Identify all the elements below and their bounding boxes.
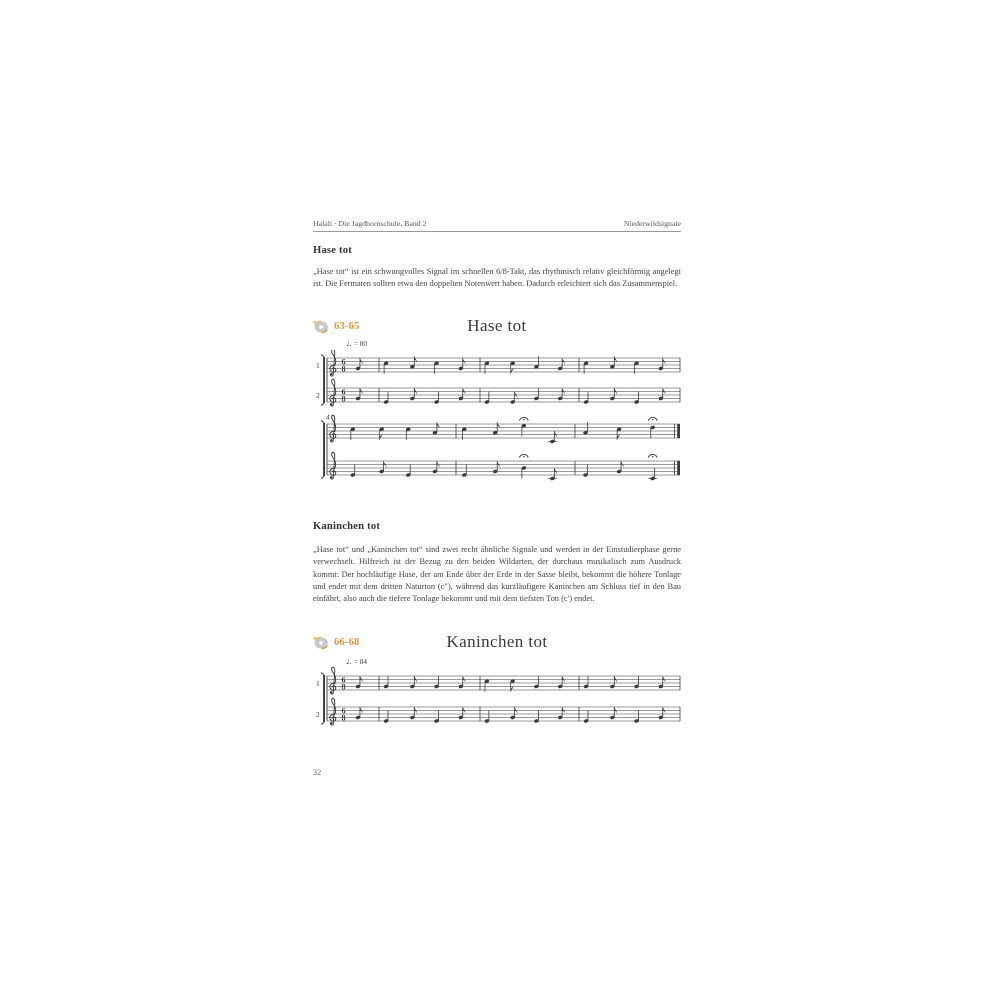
svg-text:6: 6	[341, 675, 346, 685]
score-title-kaninchen: Kaninchen tot	[446, 632, 548, 651]
svg-text:1: 1	[316, 679, 320, 689]
music-system-hase-1	[313, 350, 681, 410]
svg-text:8: 8	[341, 364, 346, 374]
section-body-kaninchen: „Hase tot“ und „Kaninchen tot“ sind zwei recht ähnliche Signale und werden in der Einstudierphase gerne verwechselt. Hilfreich ist der Bezug zu den beiden Wildarten, der durchaus musikalisch zum Ausdruck kommt: Der hochläufige Hase, der am Ende über der Erde in der Sasse bleibt, bekommt die höhere Tonlage und endet mit dem dritten Naturton (c″), während das kurzläufigere Kaninchen am Schluss tief in den Bau einfährt, also auch die tiefere Tonlage bekommt und mit dem tiefsten Ton (c′) endet.	[313, 545, 681, 604]
svg-text:1: 1	[316, 361, 320, 371]
tempo-marking-hase	[346, 339, 367, 348]
svg-text:2: 2	[316, 391, 320, 401]
svg-text:2: 2	[316, 710, 320, 720]
svg-text:6: 6	[341, 387, 346, 397]
tempo-bpm-hase: = 80	[353, 340, 367, 348]
svg-text:6: 6	[341, 706, 346, 716]
music-system-hase-2	[313, 410, 681, 484]
header-right: Niederwildsignale	[623, 219, 681, 228]
section-heading-hase: Hase tot	[313, 245, 352, 256]
svg-text:8: 8	[341, 682, 346, 692]
header-left: Halali · Die Jagdhornschule, Band 2	[313, 219, 427, 228]
dotted-quarter-note-icon: ♩.	[346, 339, 352, 348]
section-heading-kaninchen: Kaninchen tot	[313, 521, 381, 532]
tempo-bpm-kaninchen: = 84	[353, 658, 367, 666]
svg-text:8: 8	[341, 394, 346, 404]
cd-track-numbers-hase: 63-65	[334, 321, 360, 332]
tempo-marking-kaninchen	[346, 657, 367, 666]
staff-system-svg	[313, 350, 681, 410]
dotted-quarter-note-icon: ♩.	[346, 657, 352, 666]
cd-track-numbers-kaninchen: 66-68	[334, 637, 360, 648]
music-system-kaninchen-1	[313, 666, 681, 730]
svg-text:4: 4	[326, 413, 330, 422]
svg-text:8: 8	[341, 713, 346, 723]
page-number: 32	[313, 768, 322, 777]
section-body-hase: „Hase tot“ ist ein schwungvolles Signal im schnellen 6/8-Takt, das rhythmisch relativ gleichförmig angelegt ist. Die Fermaten sollten etwa den doppelten Notenwert haben. Dadurch erleichtert sich das Zusammenspiel.	[313, 267, 681, 289]
page-header	[313, 219, 681, 232]
staff-system-svg	[313, 666, 681, 730]
svg-text:6: 6	[341, 357, 346, 367]
score-title-hase: Hase tot	[467, 316, 527, 335]
staff-system-svg	[313, 410, 681, 484]
